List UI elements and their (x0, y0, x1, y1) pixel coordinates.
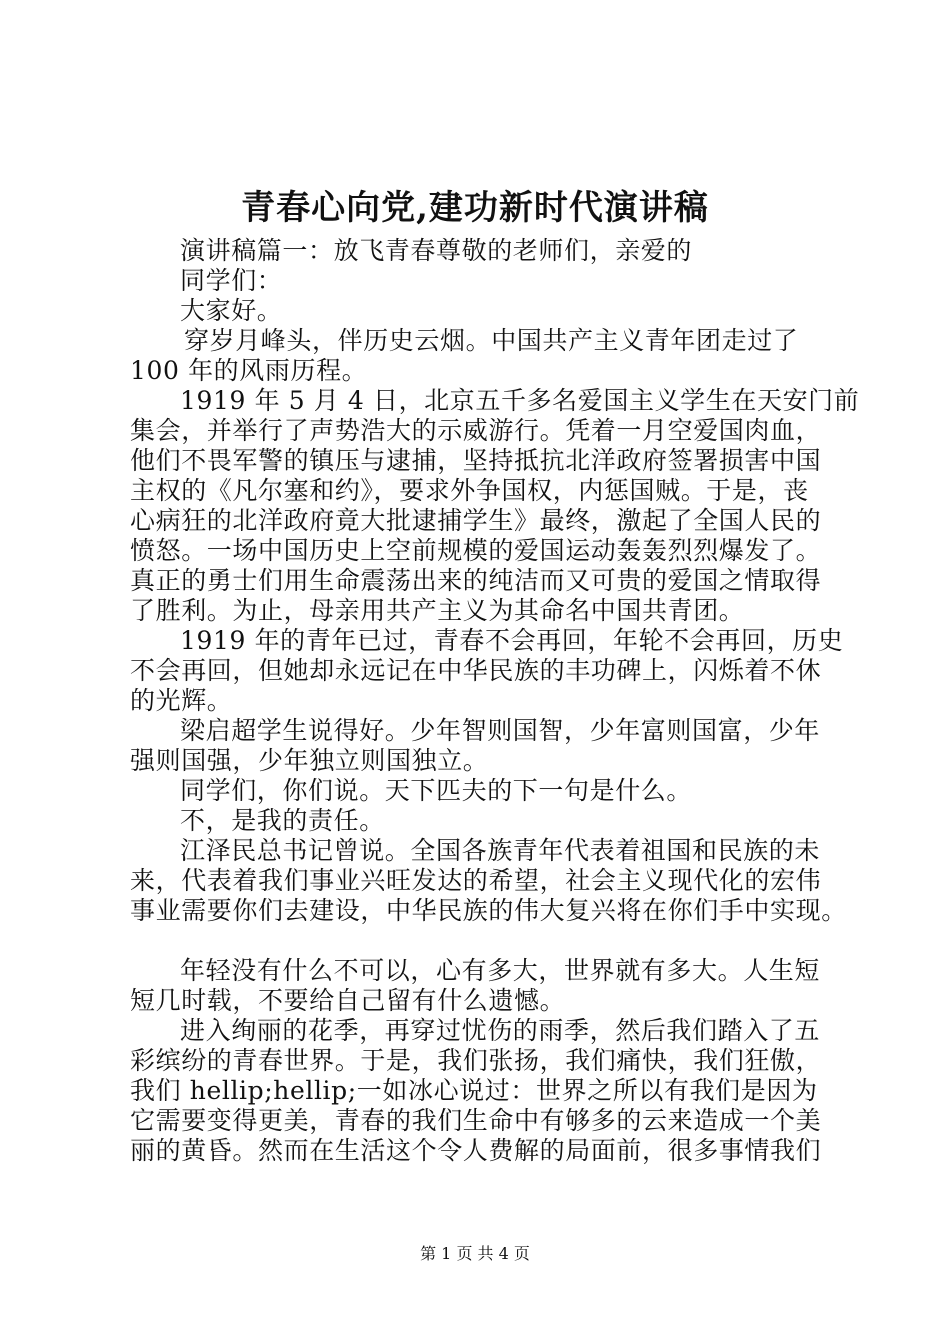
text-line: 的光辉。 (130, 686, 233, 715)
text-line: 丽的黄昏。然而在生活这个令人费解的局面前，很多事情我们 (130, 1136, 822, 1165)
text-line: 强则国强，少年独立则国独立。 (130, 746, 489, 775)
text-line: 同学们： (180, 266, 283, 295)
text-line: 100 年的风雨历程。 (130, 356, 368, 385)
text-line: 1919 年 5 月 4 日，北京五千多名爱国主义学生在天安门前 (180, 386, 860, 415)
text-line: 1919 年的青年已过，青春不会再回，年轮不会再回，历史 (180, 626, 844, 655)
text-line: 愤怒。一场中国历史上空前规模的爱国运动轰轰烈烈爆发了。 (130, 536, 822, 565)
text-line: 梁启超学生说得好。少年智则国智，少年富则国富，少年 (180, 716, 821, 745)
paragraph-gap (130, 926, 830, 956)
document-body (130, 236, 860, 1166)
text-line: 年轻没有什么不可以，心有多大，世界就有多大。人生短 (180, 956, 821, 985)
text-line: 主权的《凡尔塞和约》，要求外争国权，内惩国贼。于是，丧 (130, 476, 809, 505)
text-line: 不会再回，但她却永远记在中华民族的丰功碑上，闪烁着不休 (130, 656, 822, 685)
page-indicator: 第 1 页 共 4 页 (420, 1244, 530, 1263)
text-line: 了胜利。为止，母亲用共产主义为其命名中国共青团。 (130, 596, 745, 625)
text-line: 江泽民总书记曾说。全国各族青年代表着祖国和民族的未 (180, 836, 821, 865)
text-line: 真正的勇士们用生命震荡出来的纯洁而又可贵的爱国之情取得 (130, 566, 822, 595)
text-line: 穿岁月峰头，伴历史云烟。中国共产主义青年团走过了 (184, 326, 799, 355)
text-line: 它需要变得更美，青春的我们生命中有够多的云来造成一个美 (130, 1106, 822, 1135)
text-line: 彩缤纷的青春世界。于是，我们张扬，我们痛快，我们狂傲， (130, 1046, 822, 1075)
text-line: 我们 hellip;hellip;一如冰心说过：世界之所以有我们是因为 (130, 1076, 818, 1105)
text-line: 心病狂的北洋政府竟大批逮捕学生》最终，激起了全国人民的 (130, 506, 822, 535)
text-line: 进入绚丽的花季，再穿过忧伤的雨季，然后我们踏入了五 (180, 1016, 821, 1045)
text-line: 演讲稿篇一：放飞青春尊敬的老师们，亲爱的 (180, 236, 693, 265)
text-line: 短几时载，不要给自己留有什么遗憾。 (130, 986, 566, 1015)
text-line: 事业需要你们去建设，中华民族的伟大复兴将在你们手中实现。 (130, 896, 847, 925)
text-line: 集会，并举行了声势浩大的示威游行。凭着一月空爱国肉血， (130, 416, 822, 445)
text-line: 他们不畏军警的镇压与逮捕，坚持抵抗北洋政府签署损害中国 (130, 446, 822, 475)
document-title: 青春心向党,建功新时代演讲稿 (241, 188, 709, 228)
text-line: 同学们，你们说。天下匹夫的下一句是什么。 (180, 776, 693, 805)
text-line: 大家好。 (180, 296, 283, 325)
text-line: 来，代表着我们事业兴旺发达的希望，社会主义现代化的宏伟 (130, 866, 822, 895)
text-line: 不，是我的责任。 (180, 806, 385, 835)
